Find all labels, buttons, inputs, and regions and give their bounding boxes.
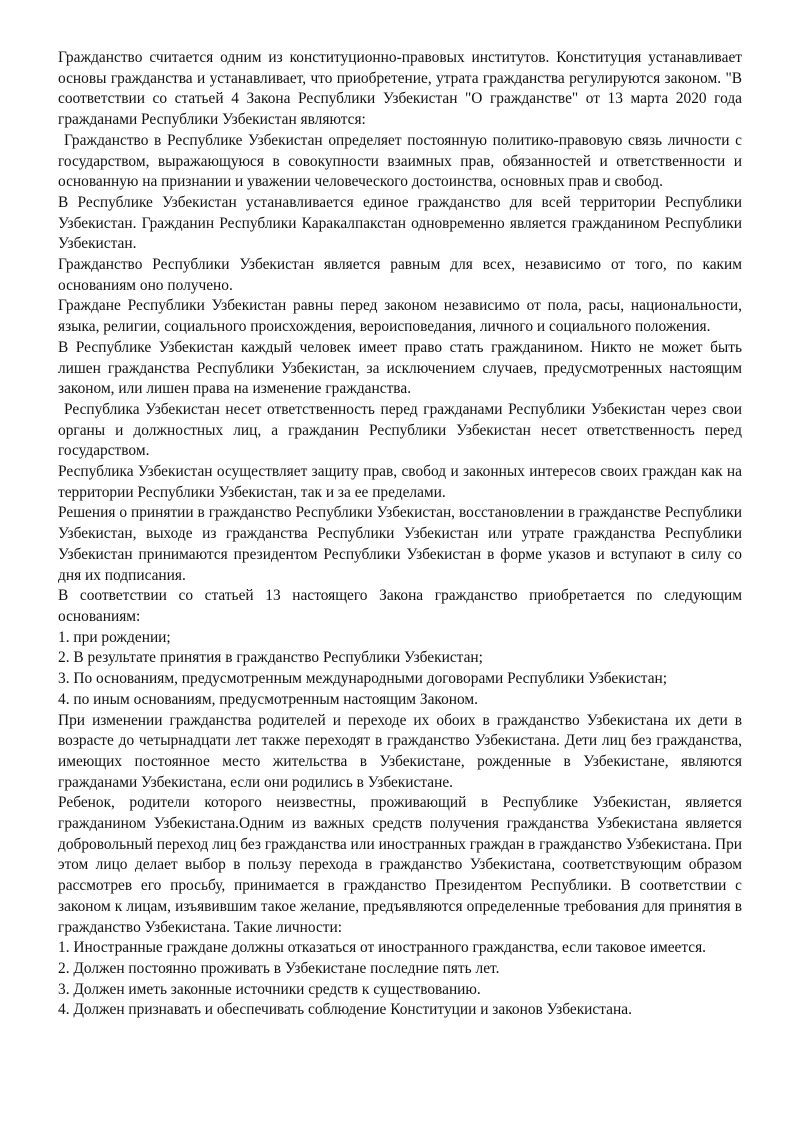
paragraph-single-citizenship: В Республике Узбекистан устанавливается единое гражданство для всей территории Республики Узбекистан. Гражданин Республики Каракалпакстан одновременно является гражданином Республики Узбекистан. [58, 193, 742, 253]
paragraph-protection: Республика Узбекистан осуществляет защиту прав, свобод и законных интересов своих граждан как на территории Республики Узбекистан, так и за ее пределами. [58, 463, 742, 501]
document-page [58, 48, 742, 1021]
paragraph-children: При изменении гражданства родителей и переходе их обоих в гражданство Узбекистана их дети в возрасте до четырнадцати лет также переходят в гражданство Узбекистана. Дети лиц без гражданства, имеющих постоянное место жительства в Узбекистане, рожденные в Узбекистане, являются гражданами Узбекистана, если они родились в Узбекистане. [58, 711, 742, 791]
paragraph-intro: Гражданство считается одним из конституционно-правовых институтов. Конституция устанавливает основы гражданства и устанавливает, что приобретение, утрата гражданства регулируются законом. "В соответствии со статьей 4 Закона Республики Узбекистан "О гражданстве" от 13 марта 2020 года гражданами Республики Узбекистан являются: [58, 49, 742, 129]
paragraph-article-13: В соответствии со статьей 13 настоящего Закона гражданство приобретается по следующим основаниям: [58, 587, 742, 625]
list-item: 3. По основаниям, предусмотренным международными договорами Республики Узбекистан; [58, 670, 668, 688]
paragraph-state-responsibility: Республика Узбекистан несет ответственность перед гражданами Республики Узбекистан через свои органы и должностных лиц, а гражданин Республики Узбекистан несет ответственность перед государством. [58, 400, 742, 460]
list-item: 1. Иностранные граждане должны отказаться от иностранного гражданства, если таковое имеется. [58, 939, 707, 957]
list-item: 2. Должен постоянно проживать в Узбекистане последние пять лет. [58, 959, 500, 977]
paragraph-decisions: Решения о принятии в гражданство Республики Узбекистан, восстановлении в гражданстве Республики Узбекистан, выходе из гражданства Республики Узбекистан или утрате гражданства Республики Узбекистан принимаются президентом Республики Узбекистан в форме указов и вступают в силу со дня их подписания. [58, 504, 742, 584]
list-item: 1. при рождении; [58, 628, 171, 646]
paragraph-equality: Граждане Республики Узбекистан равны перед законом независимо от пола, расы, национальности, языка, религии, социального происхождения, вероисповедания, личного и социального положения. [58, 297, 742, 336]
list-item: 4. по иным основаниям, предусмотренным настоящим Законом. [58, 690, 479, 708]
list-item: 4. Должен признавать и обеспечивать соблюдение Конституции и законов Узбекистана. [58, 1001, 632, 1019]
paragraph-right-to-citizenship: В Республике Узбекистан каждый человек имеет право стать гражданином. Никто не может быть лишен гражданства Республики Узбекистан, за исключением случаев, предусмотренных настоящим законом, или лишен права на изменение гражданства. [58, 338, 742, 398]
list-item: 2. В результате принятия в гражданство Республики Узбекистан; [58, 649, 483, 667]
paragraph-equal-citizenship: Гражданство Республики Узбекистан является равным для всех, независимо от того, по каким основаниям оно получено. [58, 256, 742, 294]
paragraph-definition: Гражданство в Республике Узбекистан определяет постоянную политико-правовую связь личности с государством, выражающуюся в совокупности взаимных прав, обязанностей и ответственности и основанную на признании и уважении человеческого достоинства, основных прав и свобод. [58, 131, 742, 191]
list-item: 3. Должен иметь законные источники средств к существованию. [58, 980, 481, 998]
paragraph-naturalization: Ребенок, родители которого неизвестны, проживающий в Республике Узбекистан, является гражданином Узбекистана.Одним из важных средств получения гражданства Узбекистана является добровольный переход лиц без гражданства или иностранных граждан в гражданство Узбекистана. При этом лицо делает выбор в пользу перехода в гражданство Узбекистана, соответствующим образом рассмотрев его просьбу, принимается в гражданство Президентом Республики. В соответствии с законом к лицам, изъявившим такое желание, предъявляются определенные требования для принятия в гражданство Узбекистана. Такие личности: [58, 794, 742, 936]
